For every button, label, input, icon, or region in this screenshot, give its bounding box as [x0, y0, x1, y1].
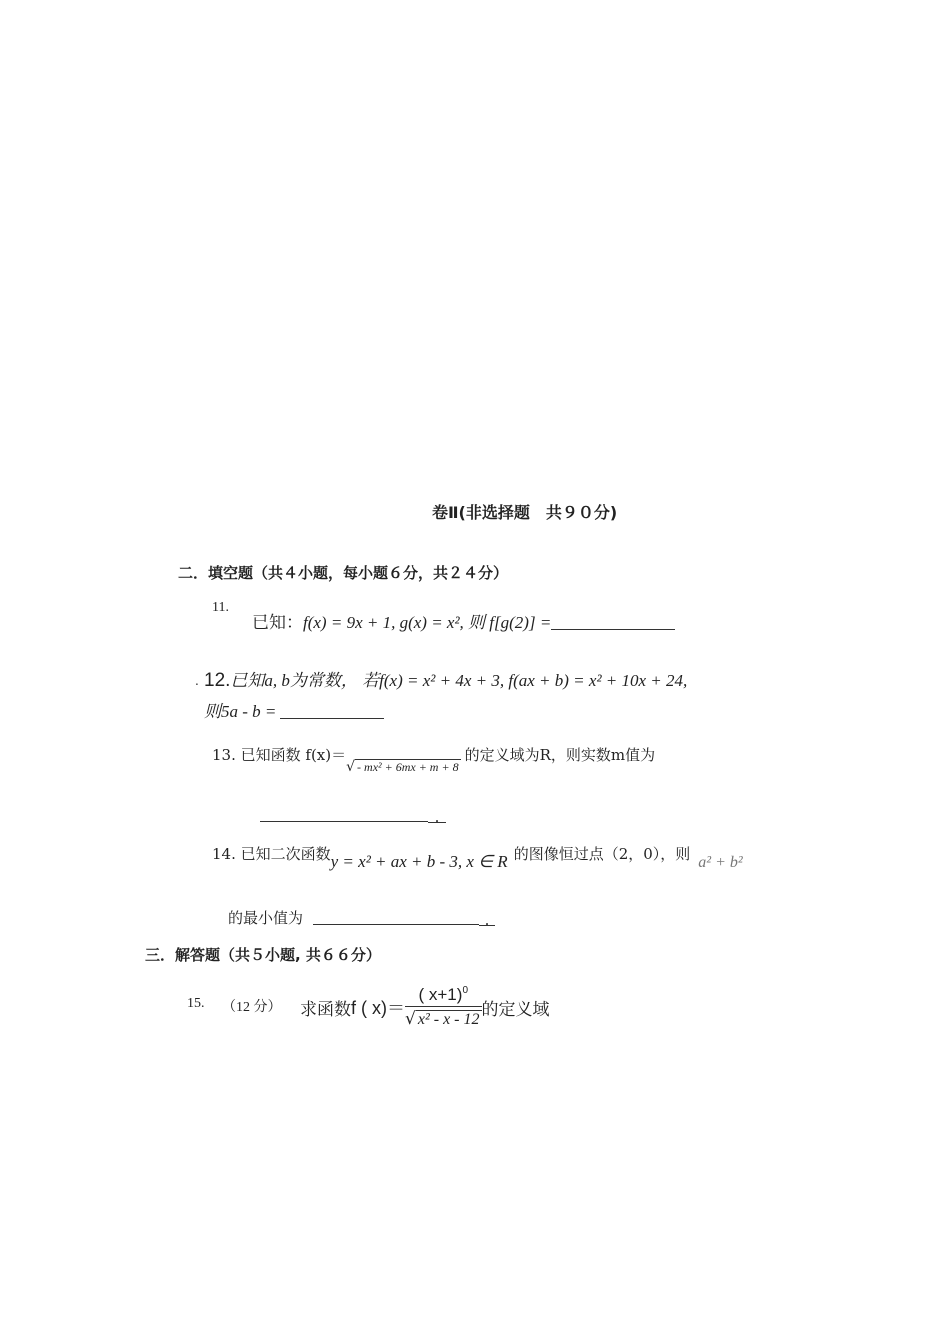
- numerator: ( x+1)$^0$: [405, 985, 482, 1007]
- stray-dot: .: [195, 674, 199, 688]
- fraction: [405, 985, 482, 1029]
- math-expression: y = x² + ax + b - 3, x ∈ R: [330, 852, 508, 871]
- question-score: （12 分）: [222, 1000, 282, 1015]
- section-title-fill-in: 二．填空题（共４小题，每小题６分，共２４分）: [178, 564, 509, 582]
- question-number: 11.: [212, 600, 229, 615]
- question-text: 求函数: [300, 999, 351, 1020]
- question-12-line-1: [204, 666, 687, 692]
- answer-blank: [260, 807, 428, 822]
- question-text: 的定义域: [481, 999, 550, 1020]
- question-13-line-2: [260, 806, 446, 824]
- section-title-solutions: 三．解答题（共５小题, 共６６分）: [145, 946, 381, 964]
- question-text: 13. 已知函数 f(x)＝: [212, 746, 347, 764]
- question-text: 14. 已知二次函数: [212, 845, 331, 863]
- radicand: - mx² + 6mx + m + 8: [357, 760, 459, 774]
- question-12-line-2: [204, 697, 384, 722]
- function-lhs: f ( x)＝: [351, 998, 405, 1018]
- radicand: x² - x - 12: [417, 1011, 480, 1028]
- math-expression: 已知a, b为常数， 若f(x) = x² + 4x + 3, f(ax + b) = x² + 10x + 24,: [230, 671, 688, 690]
- question-14-line-2: [228, 907, 495, 928]
- exam-part-title: 卷Ⅱ(非选择题 共９０分): [432, 503, 618, 522]
- math-expression: f(x) = 9x + 1, g(x) = x², 则 f[g(2)] =: [303, 613, 552, 632]
- question-text: 的最小值为: [228, 909, 304, 927]
- question-text: 的定义域为R，则实数m值为: [464, 746, 656, 764]
- question-13-line-1: [212, 744, 656, 775]
- question-14-line-1: [212, 843, 743, 871]
- question-text: 的图像恒过点（2，0），则: [513, 845, 691, 863]
- math-expression: a² + b²: [698, 854, 743, 871]
- question-11: [252, 608, 675, 633]
- question-number: 15.: [187, 996, 205, 1011]
- period: .: [428, 808, 446, 823]
- answer-blank: [280, 704, 384, 719]
- answer-blank: [313, 910, 479, 925]
- answer-blank: [551, 615, 675, 630]
- period: .: [479, 911, 495, 926]
- question-text: 已知：: [252, 613, 303, 633]
- math-expression: 则5a - b =: [204, 702, 277, 721]
- question-15-expression: [300, 985, 550, 1029]
- denominator: √ x² - x - 12: [405, 1009, 480, 1029]
- square-root: √ - mx² + 6mx + m + 8: [346, 759, 459, 775]
- question-number: 12.: [204, 670, 231, 691]
- exponent: 0: [462, 985, 468, 996]
